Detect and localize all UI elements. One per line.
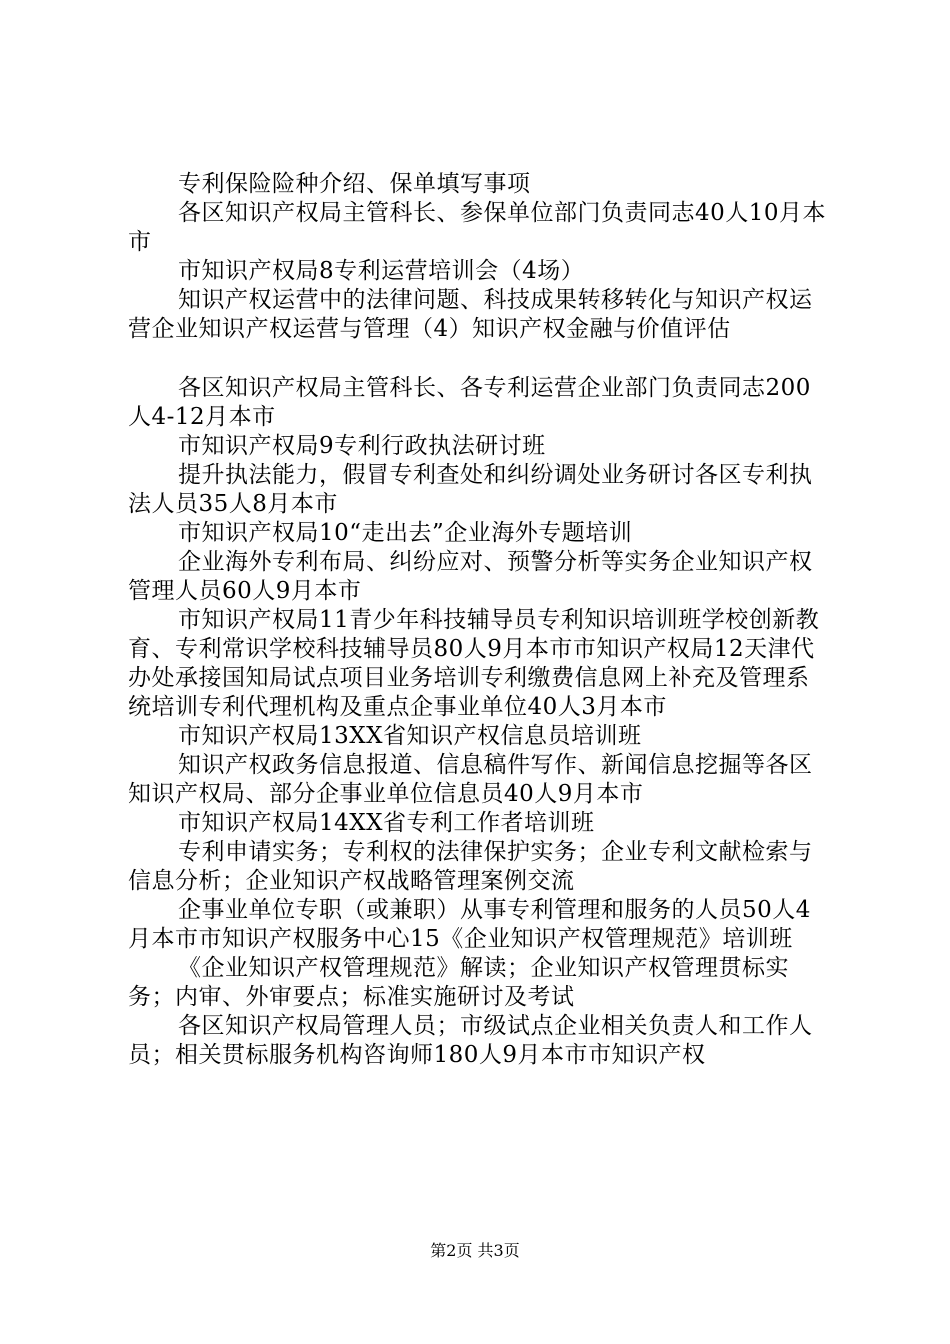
paragraph: 市知识产权局8专利运营培训会（4场） — [178, 258, 585, 284]
paragraph: 企业海外专利布局、纠纷应对、预警分析等实务企业知识产权管理人员60人9月本市 — [128, 549, 813, 604]
paragraph: 知识产权运营中的法律问题、科技成果转移转化与知识产权运营企业知识产权运营与管理（4）知识产权金融与价值评估 — [128, 287, 813, 342]
paragraph: 市知识产权局14XX省专利工作者培训班 — [178, 810, 595, 836]
paragraph: 市知识产权局13XX省知识产权信息员培训班 — [178, 723, 642, 749]
paragraph: 专利申请实务；专利权的法律保护实务；企业专利文献检索与信息分析；企业知识产权战略管理案例交流 — [128, 839, 813, 894]
page-number-footer: 第2页 共3页 — [430, 1241, 520, 1260]
paragraph: 各区知识产权局主管科长、各专利运营企业部门负责同志200人4-12月本市 — [128, 375, 811, 430]
paragraph: 市知识产权局9专利行政执法研讨班 — [178, 433, 546, 459]
paragraph: 各区知识产权局管理人员；市级试点企业相关负责人和工作人员；相关贯标服务机构咨询师180人9月本市市知识产权 — [128, 1013, 813, 1068]
paragraph: 知识产权政务信息报道、信息稿件写作、新闻信息挖掘等各区知识产权局、部分企事业单位信息员40人9月本市 — [128, 752, 813, 807]
document-body — [128, 170, 828, 1070]
paragraph-spacer — [128, 344, 828, 374]
paragraph: 企事业单位专职（或兼职）从事专利管理和服务的人员50人4月本市市知识产权服务中心15《企业知识产权管理规范》培训班 — [128, 897, 811, 952]
paragraph: 市知识产权局10“走出去”企业海外专题培训 — [178, 520, 633, 546]
paragraph: 专利保险险种介绍、保单填写事项 — [178, 171, 531, 197]
paragraph: 各区知识产权局主管科长、参保单位部门负责同志40人10月本市 — [128, 200, 827, 255]
paragraph: 提升执法能力，假冒专利查处和纠纷调处业务研讨各区专利执法人员35人8月本市 — [128, 462, 813, 517]
paragraph: 《企业知识产权管理规范》解读；企业知识产权管理贯标实务；内审、外审要点；标准实施研讨及考试 — [128, 955, 789, 1010]
paragraph: 市知识产权局11青少年科技辅导员专利知识培训班学校创新教育、专利常识学校科技辅导员80人9月本市市知识产权局12天津代办处承接国知局试点项目业务培训专利缴费信息网上补充及管理系统培训专利代理机构及重点企事业单位40人3月本市 — [128, 607, 820, 720]
